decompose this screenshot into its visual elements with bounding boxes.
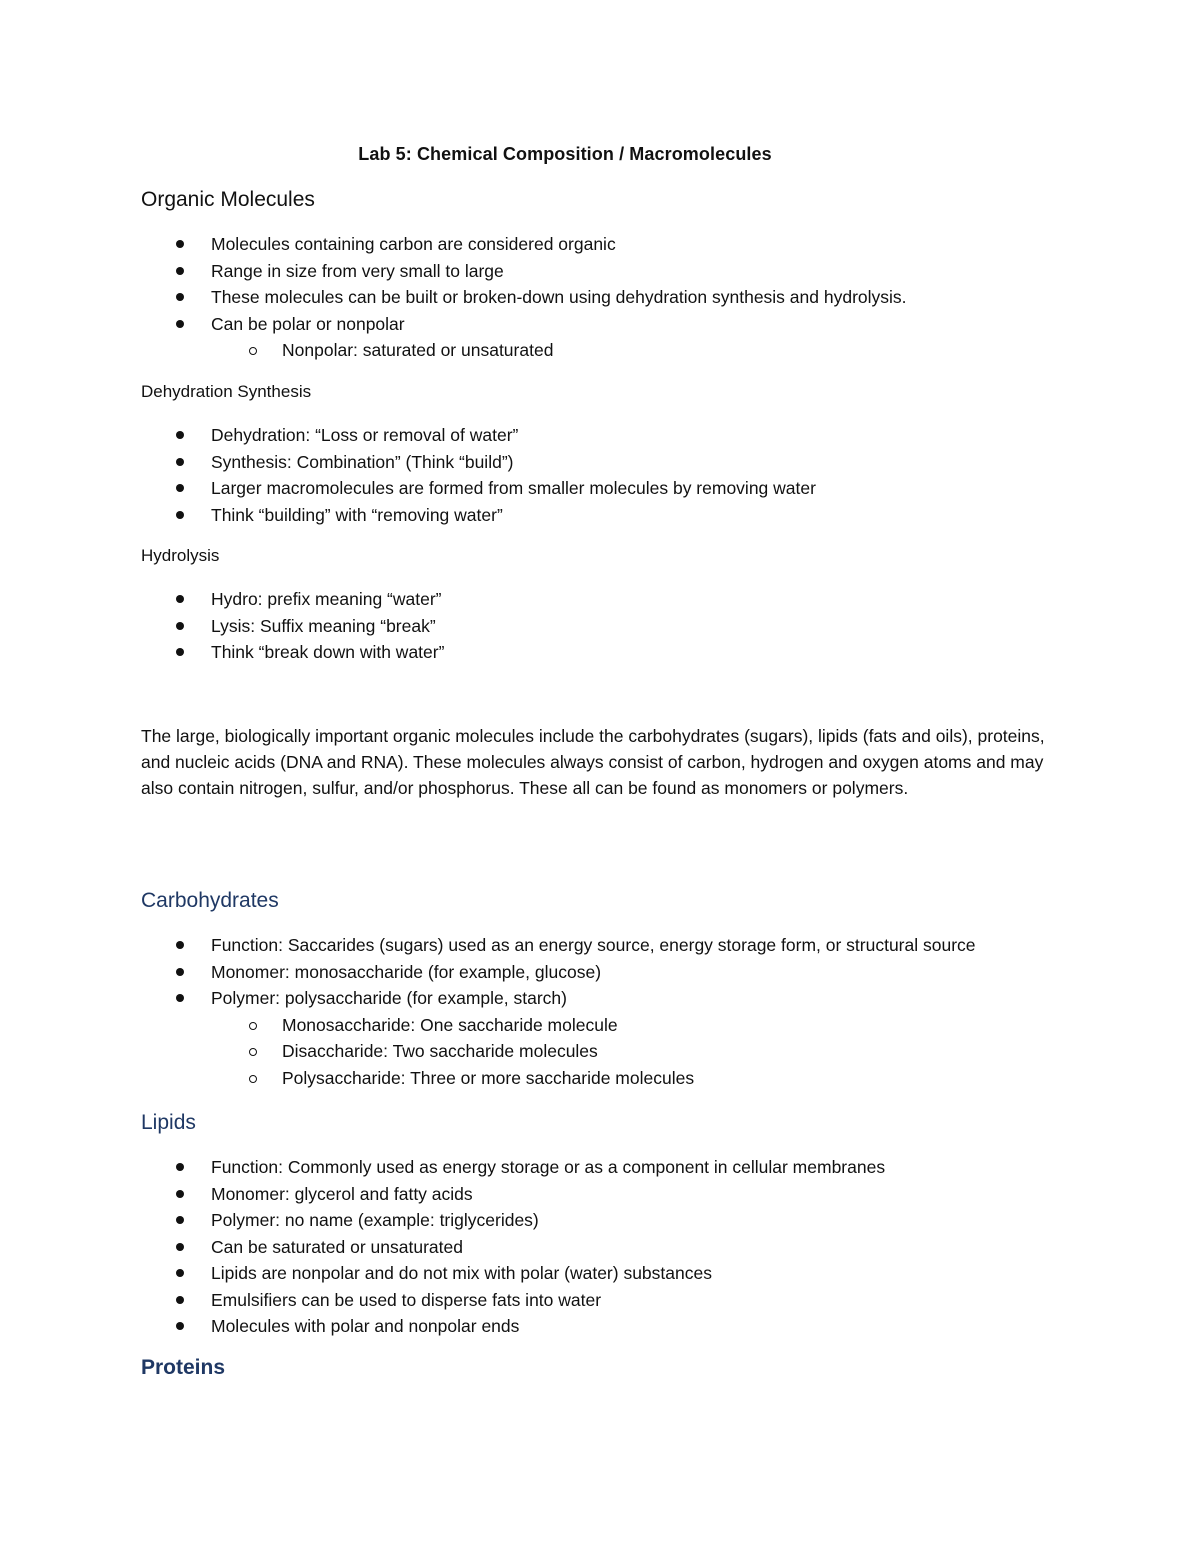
list-item: Think “break down with water”: [0, 639, 1150, 666]
intro-paragraph: The large, biologically important organic molecules include the carbohydrates (sugars), lipids (fats and oils), proteins, and nucleic acids (DNA and RNA). These molecules always consist of carbon, hydrogen and oxygen atoms and may also contain nitrogen, sulfur, and/or phosphorus. These all can be found as monomers or polymers.: [141, 726, 1045, 799]
list-item: Function: Saccarides (sugars) used as an energy source, energy storage form, or structural source: [0, 932, 1150, 959]
sub-list-item: Nonpolar: saturated or unsaturated: [0, 337, 1150, 364]
heading-proteins: Proteins: [141, 1356, 226, 1379]
list-item: These molecules can be built or broken-down using dehydration synthesis and hydrolysis.: [0, 284, 1150, 311]
sub-list-item: Disaccharide: Two saccharide molecules: [0, 1038, 1150, 1065]
list-item: Molecules with polar and nonpolar ends: [0, 1313, 1150, 1340]
list-item: Polymer: polysaccharide (for example, starch): [0, 985, 1150, 1012]
sub-list-item: Monosaccharide: One saccharide molecule: [0, 1012, 1150, 1039]
list-item: Function: Commonly used as energy storage or as a component in cellular membranes: [0, 1154, 1150, 1181]
carbohydrates-list: [0, 932, 1150, 1091]
list-item: Range in size from very small to large: [0, 258, 1150, 285]
list-item: Monomer: glycerol and fatty acids: [0, 1181, 1150, 1208]
lipids-list: [0, 1154, 1150, 1340]
hydrolysis-list: [0, 586, 1150, 666]
list-item: Can be polar or nonpolar: [0, 311, 1150, 338]
sub-list-item: Polysaccharide: Three or more saccharide molecules: [0, 1065, 1150, 1092]
organic-molecules-list: [0, 231, 1150, 364]
list-item: Lysis: Suffix meaning “break”: [0, 613, 1150, 640]
list-item: Hydro: prefix meaning “water”: [0, 586, 1150, 613]
list-item: Can be saturated or unsaturated: [0, 1234, 1150, 1261]
list-item: Synthesis: Combination” (Think “build”): [0, 449, 1150, 476]
list-item: Polymer: no name (example: triglycerides): [0, 1207, 1150, 1234]
list-item: Monomer: monosaccharide (for example, glucose): [0, 959, 1150, 986]
list-item: Think “building” with “removing water”: [0, 502, 1150, 529]
list-item: Emulsifiers can be used to disperse fats into water: [0, 1287, 1150, 1314]
heading-carbohydrates: Carbohydrates: [141, 889, 279, 912]
list-item: Lipids are nonpolar and do not mix with polar (water) substances: [0, 1260, 1150, 1287]
heading-dehydration-synthesis: Dehydration Synthesis: [141, 382, 312, 401]
dehydration-list: [0, 422, 1150, 528]
list-item: Molecules containing carbon are considered organic: [0, 231, 1150, 258]
list-item: Larger macromolecules are formed from smaller molecules by removing water: [0, 475, 1150, 502]
heading-hydrolysis: Hydrolysis: [141, 546, 220, 565]
list-item: Dehydration: “Loss or removal of water”: [0, 422, 1150, 449]
document-title: Lab 5: Chemical Composition / Macromolecules: [358, 144, 772, 164]
heading-lipids: Lipids: [141, 1111, 196, 1134]
heading-organic-molecules: Organic Molecules: [141, 188, 315, 211]
